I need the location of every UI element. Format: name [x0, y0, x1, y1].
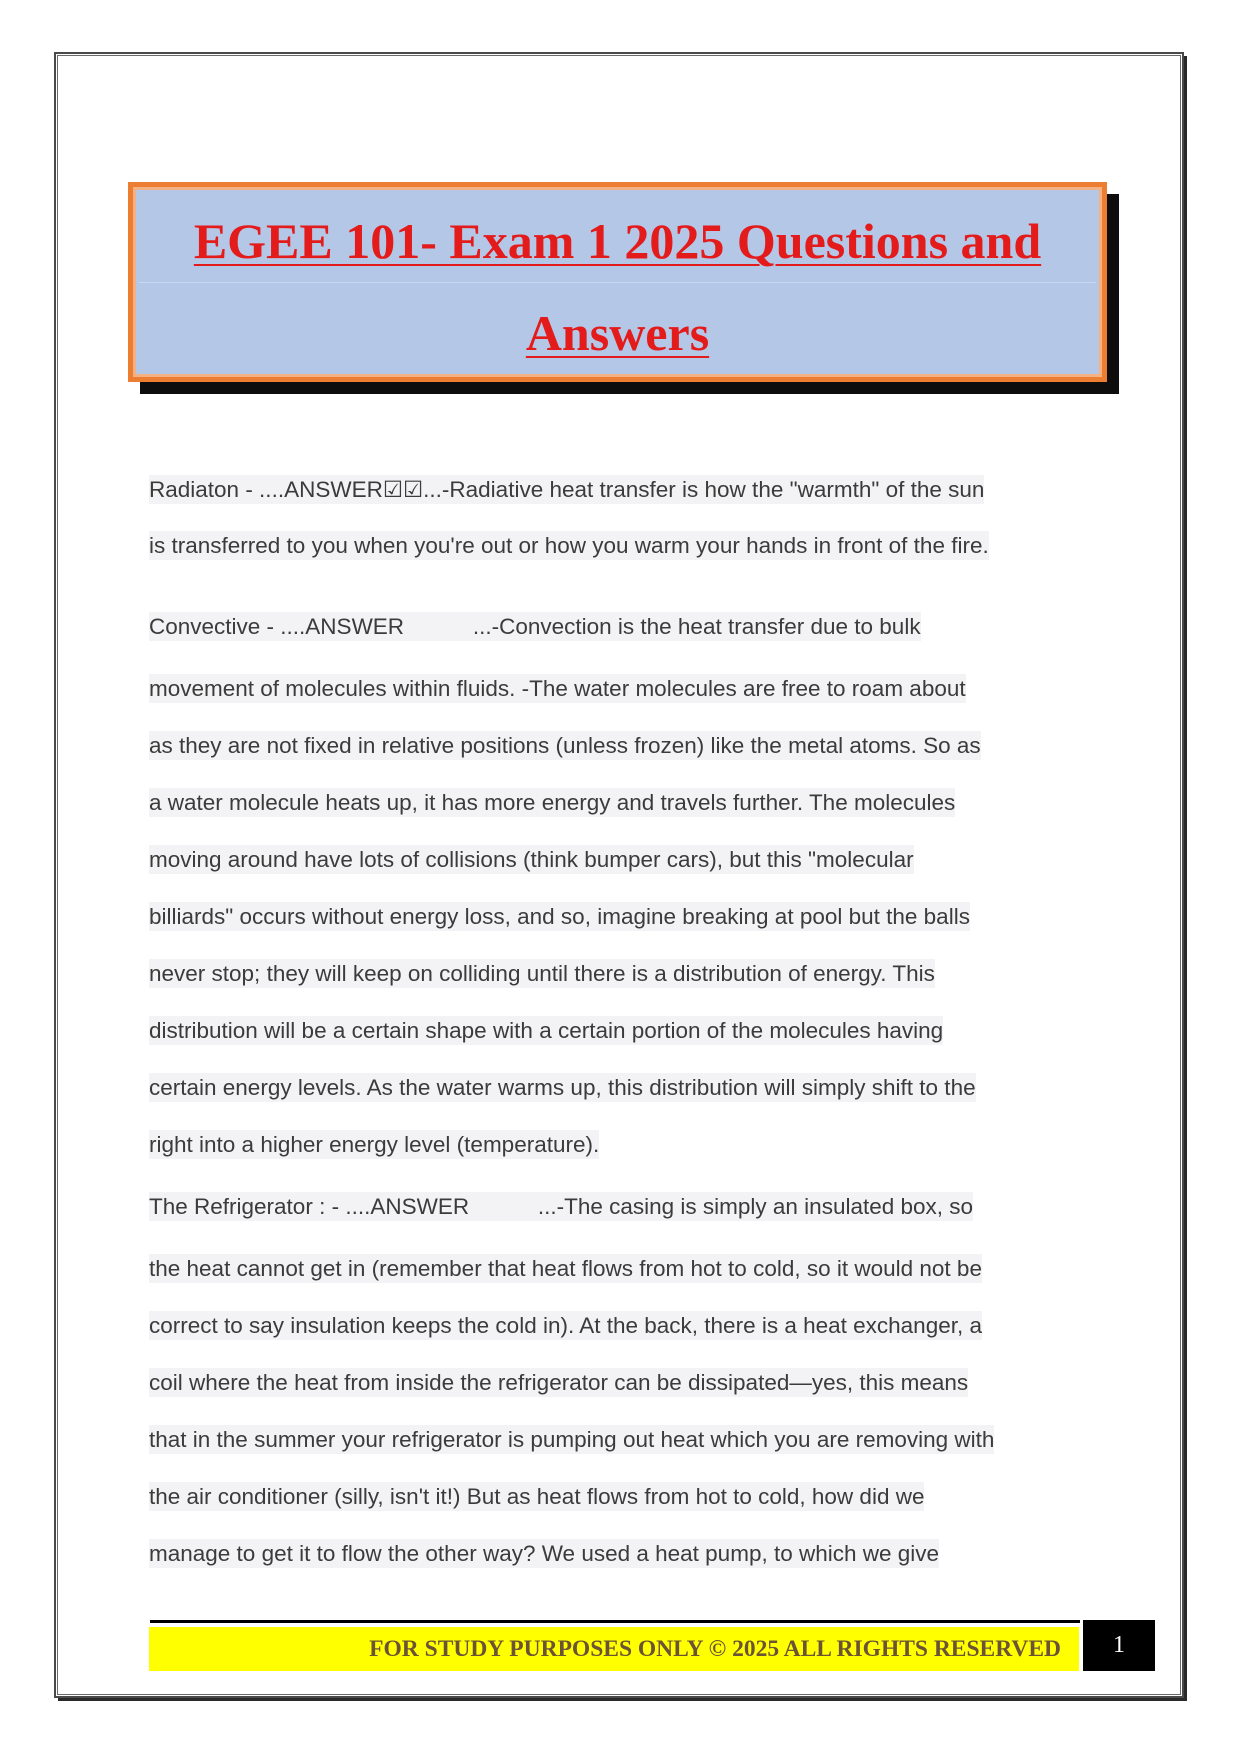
document-title: [133, 195, 1102, 379]
page-border-shadow-right: [1184, 56, 1187, 1701]
qa-line: [149, 1070, 976, 1106]
page-number: 1: [1083, 1620, 1155, 1671]
qa-line-text: is transferred to you when you're out or how you warm your hands in front of the fire.: [149, 533, 989, 558]
qa-line: [149, 728, 981, 764]
qa-line-text: a water molecule heats up, it has more energy and travels further. The molecules: [149, 790, 956, 815]
qa-line: [149, 1479, 924, 1515]
qa-line-text: never stop; they will keep on colliding until there is a distribution of energy. This: [149, 961, 935, 986]
qa-line-text: the heat cannot get in (remember that heat flows from hot to cold, so it would not be: [149, 1256, 982, 1281]
qa-line-text: manage to get it to flow the other way? We used a heat pump, to which we give: [149, 1541, 940, 1566]
qa-line: [149, 956, 935, 992]
qa-line-text: coil where the heat from inside the refrigerator can be dissipated—yes, this means: [149, 1370, 969, 1395]
qa-line-text: moving around have lots of collisions (think bumper cars), but this "molecular: [149, 847, 914, 872]
qa-line: [149, 472, 984, 508]
qa-line-text: as they are not fixed in relative positions (unless frozen) like the metal atoms. So as: [149, 733, 981, 758]
qa-line-text: that in the summer your refrigerator is pumping out heat which you are removing with: [149, 1427, 995, 1452]
qa-line-text: billiards" occurs without energy loss, and so, imagine breaking at pool but the balls: [149, 904, 970, 929]
document-title-line-1: EGEE 101- Exam 1 2025 Questions and: [193, 213, 1042, 269]
qa-line-text: movement of molecules within fluids. -The water molecules are free to roam about: [149, 676, 966, 701]
qa-line: [149, 671, 966, 707]
qa-line: [149, 1013, 943, 1049]
qa-line-text: distribution will be a certain shape with a certain portion of the molecules having: [149, 1018, 944, 1043]
qa-line-text: certain energy levels. As the water warms up, this distribution will simply shift to the: [149, 1075, 976, 1100]
qa-line: [149, 842, 914, 878]
qa-line: [149, 1189, 973, 1225]
footer-rule: [150, 1620, 1080, 1623]
qa-line: [149, 528, 989, 564]
footer-notice: FOR STUDY PURPOSES ONLY © 2025 ALL RIGHTS RESERVED: [369, 1636, 1061, 1662]
qa-line: [149, 1422, 994, 1458]
qa-line-text: The Refrigerator : - ....ANSWER ...-The casing is simply an insulated box, so: [149, 1194, 974, 1219]
qa-line-text: Radiaton - ....ANSWER☑☑...-Radiative heat transfer is how the "warmth" of the sun: [149, 477, 985, 502]
qa-line-text: correct to say insulation keeps the cold in). At the back, there is a heat exchanger, a: [149, 1313, 982, 1338]
footer-bar: [149, 1627, 1079, 1671]
document-title-line-2: Answers: [525, 305, 710, 361]
qa-line: [149, 1251, 982, 1287]
page-border-shadow-bottom: [58, 1698, 1187, 1701]
qa-line-text: Convective - ....ANSWER ...-Convection is the heat transfer due to bulk: [149, 614, 921, 639]
qa-line: [149, 1365, 968, 1401]
qa-line: [149, 785, 955, 821]
qa-line: [149, 609, 921, 645]
qa-line: [149, 1536, 939, 1572]
qa-line-text: right into a higher energy level (temperature).: [149, 1132, 600, 1157]
qa-line-text: the air conditioner (silly, isn't it!) But as heat flows from hot to cold, how did we: [149, 1484, 925, 1509]
qa-line: [149, 1308, 982, 1344]
title-box: [128, 182, 1107, 382]
qa-line: [149, 1127, 599, 1163]
qa-line: [149, 899, 970, 935]
